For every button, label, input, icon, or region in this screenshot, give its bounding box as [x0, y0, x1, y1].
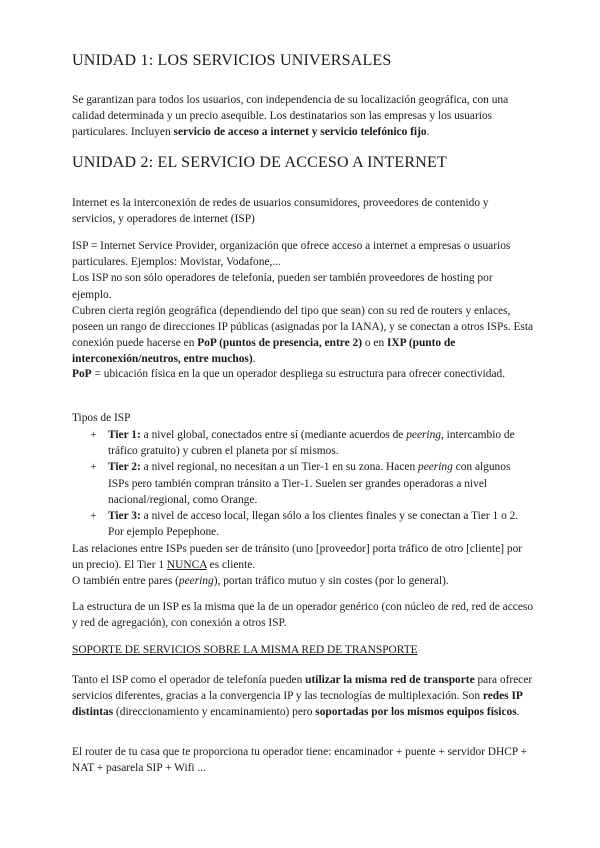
isp-tiers-list [72, 427, 532, 540]
tier-emphasis: peering [406, 429, 441, 441]
list-item [72, 508, 532, 540]
pop-term: PoP [72, 368, 92, 380]
bullet-icon: + [90, 461, 97, 474]
ixp-bold: IXP (punto de interconexión/neutros, entre muchos) [72, 337, 456, 366]
isp-coverage-text: Cubren cierta región geográfica (dependiendo del tipo que sean) con su red de routers y enlaces, poseen un rango de direcciones IP públicas (asignadas por la IANA), y se conectan a otros ISPs. Esta conexión puede hacerse en [72, 304, 534, 350]
nunca-underlined: NUNCA [166, 559, 207, 572]
isp-coverage-end: . [252, 353, 256, 366]
pop-definition-paragraph [72, 366, 534, 382]
isp-hosting-note: Los ISP no son sólo operadores de telefonía, pueden ser también proveedores de hosting por ejemplo. [72, 272, 493, 301]
transport-text: Tanto el ISP como el operador de telefonía pueden [72, 674, 306, 686]
transport-bold-network: utilizar la misma red de transporte [305, 674, 475, 686]
isp-definition-paragraph [72, 238, 534, 368]
tier-text: a nivel global, conectados entre sí (mediante acuerdos de [140, 429, 407, 441]
transport-bold-equipment: soportadas por los mismos equipos físicos [315, 706, 517, 719]
unit1-text-end: . [426, 126, 430, 139]
isp-relations-paragraph [72, 541, 534, 590]
unit2-heading: UNIDAD 2: EL SERVICIO DE ACCESO A INTERNET [72, 154, 447, 171]
tier-name: Tier 1: [108, 429, 141, 441]
tier-emphasis: peering [418, 461, 453, 474]
unit1-heading: UNIDAD 1: LOS SERVICIOS UNIVERSALES [72, 52, 392, 69]
isp-structure-paragraph: La estructura de un ISP es la misma que la de un operador genérico (con núcleo de red, red de acceso y red de agregación), con conexión a otros ISP. [72, 601, 534, 630]
relations-text: Las relaciones entre ISPs pueden ser de tránsito (uno [proveedor] porta tráfico de otro [cliente] por un precio). El Tier 1 [72, 543, 523, 572]
transport-section-title: SOPORTE DE SERVICIOS SOBRE LA MISMA RED DE TRANSPORTE [72, 644, 418, 656]
internet-intro-paragraph: Internet es la interconexión de redes de usuarios consumidores, proveedores de contenido y servicios, y operadores de internet (ISP) [72, 197, 489, 226]
peering-text: O también entre pares ( [72, 575, 179, 588]
bullet-icon: + [90, 510, 97, 523]
list-item [72, 459, 532, 508]
transport-text-end: . [516, 706, 520, 719]
unit1-text: Se garantizan para todos los usuarios, con independencia de su localización geográfica, con una calidad determinada y un precio asequible. Los destinatarios son las empresas y los usuarios particulares. Incluyen [72, 94, 509, 139]
tier-name: Tier 2: [108, 461, 141, 474]
list-item [72, 427, 532, 459]
router-paragraph: El router de tu casa que te proporciona tu operador tiene: encaminador + puente + servidor DHCP + NAT + pasarela SIP + Wifi ... [72, 746, 528, 775]
unit1-bold-services: servicio de acceso a internet y servicio telefónico fijo [173, 126, 427, 139]
transport-paragraph [72, 672, 534, 721]
isp-types-title: Tipos de ISP [72, 412, 131, 424]
isp-connector-text: o en [362, 337, 387, 350]
pop-definition: = ubicación física en la que un operador despliega su estructura para ofrecer conectividad. [91, 368, 506, 380]
bullet-icon: + [90, 429, 97, 441]
tier-text: a nivel regional, no necesitan a un Tier-1 en su zona. Hacen [140, 461, 418, 474]
transport-text-mid2: (direccionamiento y encaminamiento) pero [113, 706, 316, 719]
transport-text-mid: para ofrecer servicios diferentes, gracias a la convergencia IP y las tecnologías de multiplexación. Son [72, 674, 533, 703]
transport-bold-ip: redes IP distintas [72, 690, 523, 719]
peering-emphasis: peering [178, 575, 214, 588]
tier-text: a nivel de acceso local, llegan sólo a los clientes finales y se conectan a Tier 1 o 2. Por ejemplo Pepephone. [108, 510, 519, 539]
tier-text-end: con algunos ISPs pero también compran tránsito a Tier-1. Suelen ser grandes operadoras a nivel nacional/regional, como Orange. [108, 461, 511, 506]
tier-text-end: , intercambio de tráfico gratuito) y cubren el planeta por sí mismos. [108, 429, 515, 458]
tier-name: Tier 3: [108, 510, 141, 523]
relations-text-end: es cliente. [206, 559, 256, 572]
peering-text-end: ), portan tráfico mutuo y sin costes (por lo general). [213, 575, 449, 588]
pop-bold: PoP (puntos de presencia, entre 2) [197, 337, 362, 350]
isp-definition: ISP = Internet Service Provider, organización que ofrece acceso a internet a empresas o usuarios particulares. Ejemplos: Movistar, Vodafone,... [72, 240, 511, 269]
unit1-paragraph [72, 92, 534, 141]
